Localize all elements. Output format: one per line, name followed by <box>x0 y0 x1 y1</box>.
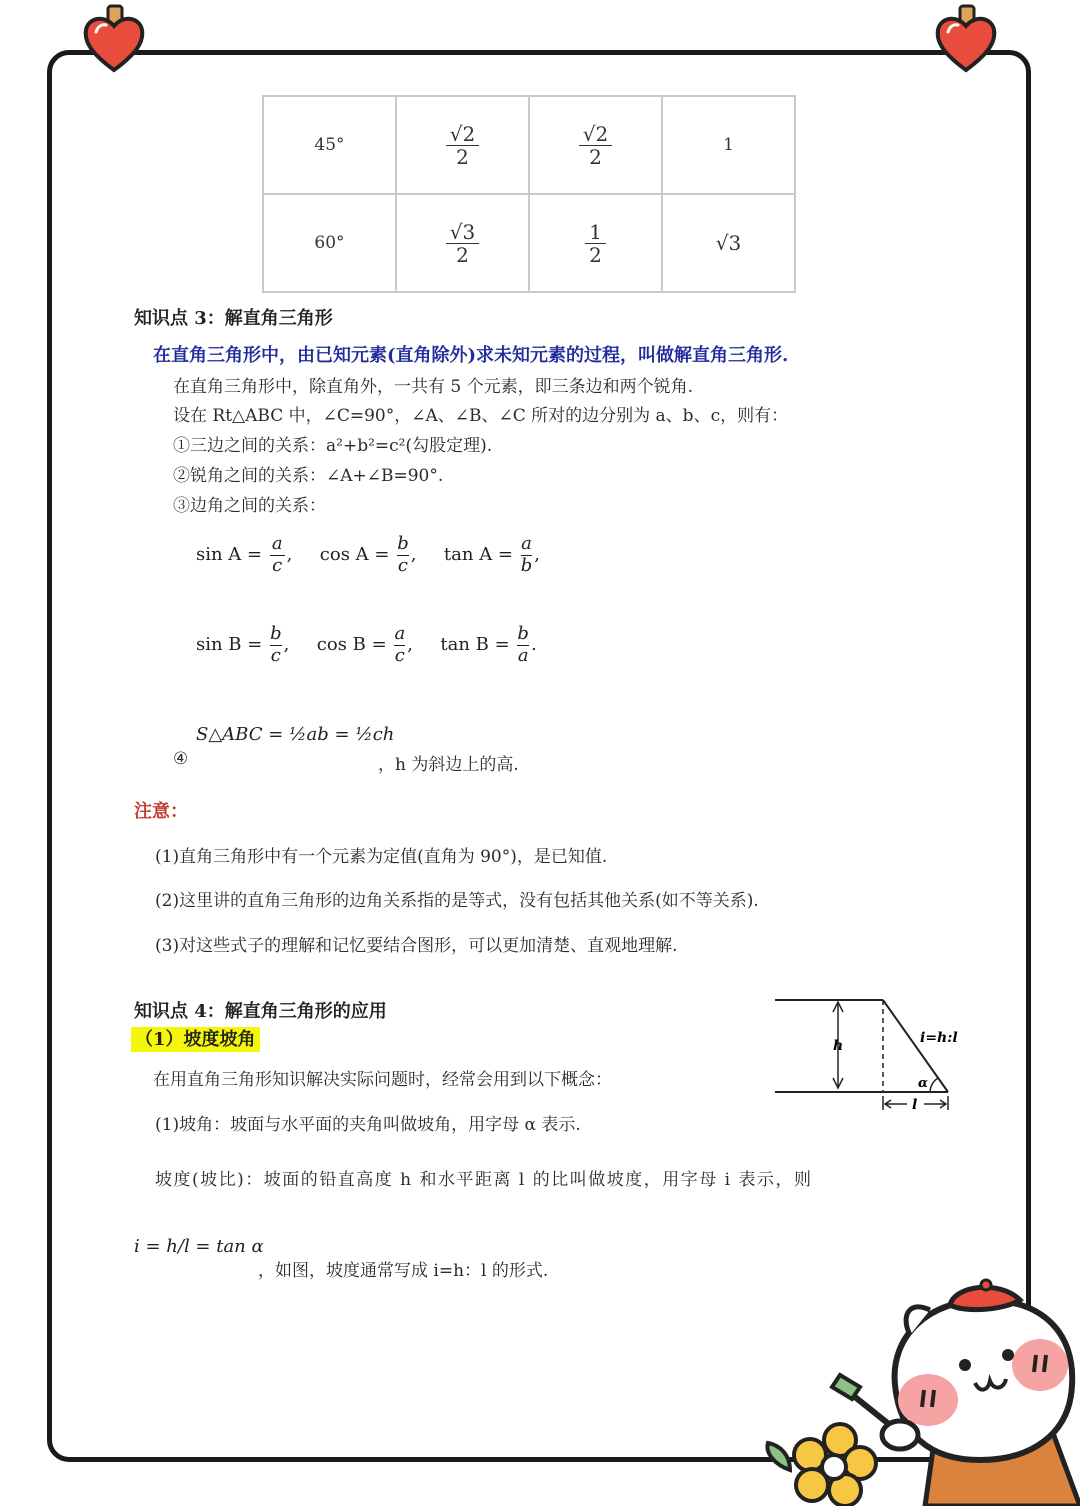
trig-value-table <box>262 95 796 293</box>
sin-b-fraction: $\frac{b}{c}$ <box>270 623 282 666</box>
cos-a-fraction: $\frac{b}{c}$ <box>397 533 409 576</box>
relation-angles: ②锐角之间的关系：∠A+∠B=90°. <box>173 466 444 486</box>
diagram-ratio-label: i=h:l <box>920 1030 958 1046</box>
relation-side-angle: ③边角之间的关系： <box>173 496 326 516</box>
diagram-l-label: l <box>912 1097 918 1113</box>
section3-title: 知识点 3：解直角三角形 <box>134 308 333 329</box>
area-formula: S△ABC = ½ab = ½ch <box>196 724 395 745</box>
notes-label: 注意： <box>134 801 188 822</box>
sin-a-fraction: $\frac{a}{c}$ <box>271 533 283 576</box>
cos-b-label: cos B = <box>316 634 387 656</box>
section4-title: 知识点 4：解直角三角形的应用 <box>134 1001 387 1022</box>
note-2: (2)这里讲的直角三角形的边角关系指的是等式，没有包括其他关系(如不等关系). <box>155 891 759 911</box>
slope-angle-definition: (1)坡角：坡面与水平面的夹角叫做坡角，用字母 α 表示. <box>155 1115 581 1135</box>
diagram-h-label: h <box>833 1038 844 1054</box>
area-marker: ④ <box>173 749 189 769</box>
sin-cell: $\frac{√2}{2}$ <box>396 96 529 194</box>
tan-b-label: tan B = <box>440 634 510 656</box>
table-row <box>263 96 795 194</box>
cos-a-label: cos A = <box>319 544 390 566</box>
cos-b-fraction: $\frac{a}{c}$ <box>394 623 406 666</box>
cat-mascot-icon <box>750 1275 1080 1506</box>
sin-b-label: sin B = <box>196 634 263 656</box>
section4-intro: 在用直角三角形知识解决实际问题时，经常会用到以下概念： <box>153 1070 612 1090</box>
tan-cell: 1 <box>662 96 795 194</box>
section3-line2: 设在 Rt△ABC 中，∠C=90°，∠A、∠B、∠C 所对的边分别为 a、b、c，则有： <box>173 406 789 426</box>
sin-cell: $\frac{√3}{2}$ <box>396 194 529 292</box>
slope-formula: i = h/l = tan α <box>134 1236 264 1257</box>
table-row <box>263 194 795 292</box>
slope-diagram <box>770 990 970 1120</box>
note-1: (1)直角三角形中有一个元素为定值(直角为 90°)，是已知值. <box>155 847 608 867</box>
heart-pin-right-icon <box>934 4 998 76</box>
relation-sides: ①三边之间的关系：a²+b²=c²(勾股定理). <box>173 436 493 456</box>
formula-row-b: sin B = $\frac{b}{c}$ , cos B = $\frac{a}{c}$ , tan B = $\frac{b}{a}$ . <box>196 623 537 666</box>
tan-cell: √3 <box>662 194 795 292</box>
section3-line1: 在直角三角形中，除直角外，一共有 5 个元素，即三条边和两个锐角. <box>173 377 694 397</box>
formula-row-a: sin A = $\frac{a}{c}$ , cos A = $\frac{b}{c}$ , tan A = $\frac{a}{b}$ , <box>196 533 541 576</box>
slope-formula-note: ，如图，坡度通常写成 i=h：l 的形式. <box>258 1261 549 1281</box>
diagram-alpha-label: α <box>918 1076 929 1091</box>
cos-cell: $\frac{√2}{2}$ <box>529 96 662 194</box>
tan-a-fraction: $\frac{a}{b}$ <box>520 533 533 576</box>
angle-cell: 45° <box>263 96 396 194</box>
tan-b-fraction: $\frac{b}{a}$ <box>517 623 529 666</box>
area-formula-note: ，h 为斜边上的高. <box>378 755 519 775</box>
heart-pin-left-icon <box>82 4 146 76</box>
cos-cell: $\frac{1}{2}$ <box>529 194 662 292</box>
angle-cell: 60° <box>263 194 396 292</box>
slope-ratio-definition: 坡度(坡比)：坡面的铅直高度 h 和水平距离 l 的比叫做坡度，用字母 i 表示，则 <box>155 1170 813 1190</box>
section3-definition: 在直角三角形中，由已知元素(直角除外)求未知元素的过程，叫做解直角三角形. <box>153 345 789 366</box>
note-3: (3)对这些式子的理解和记忆要结合图形，可以更加清楚、直观地理解. <box>155 936 678 956</box>
slope-subtitle: （1）坡度坡角 <box>131 1025 260 1051</box>
tan-a-label: tan A = <box>443 544 514 566</box>
sin-a-label: sin A = <box>196 544 263 566</box>
